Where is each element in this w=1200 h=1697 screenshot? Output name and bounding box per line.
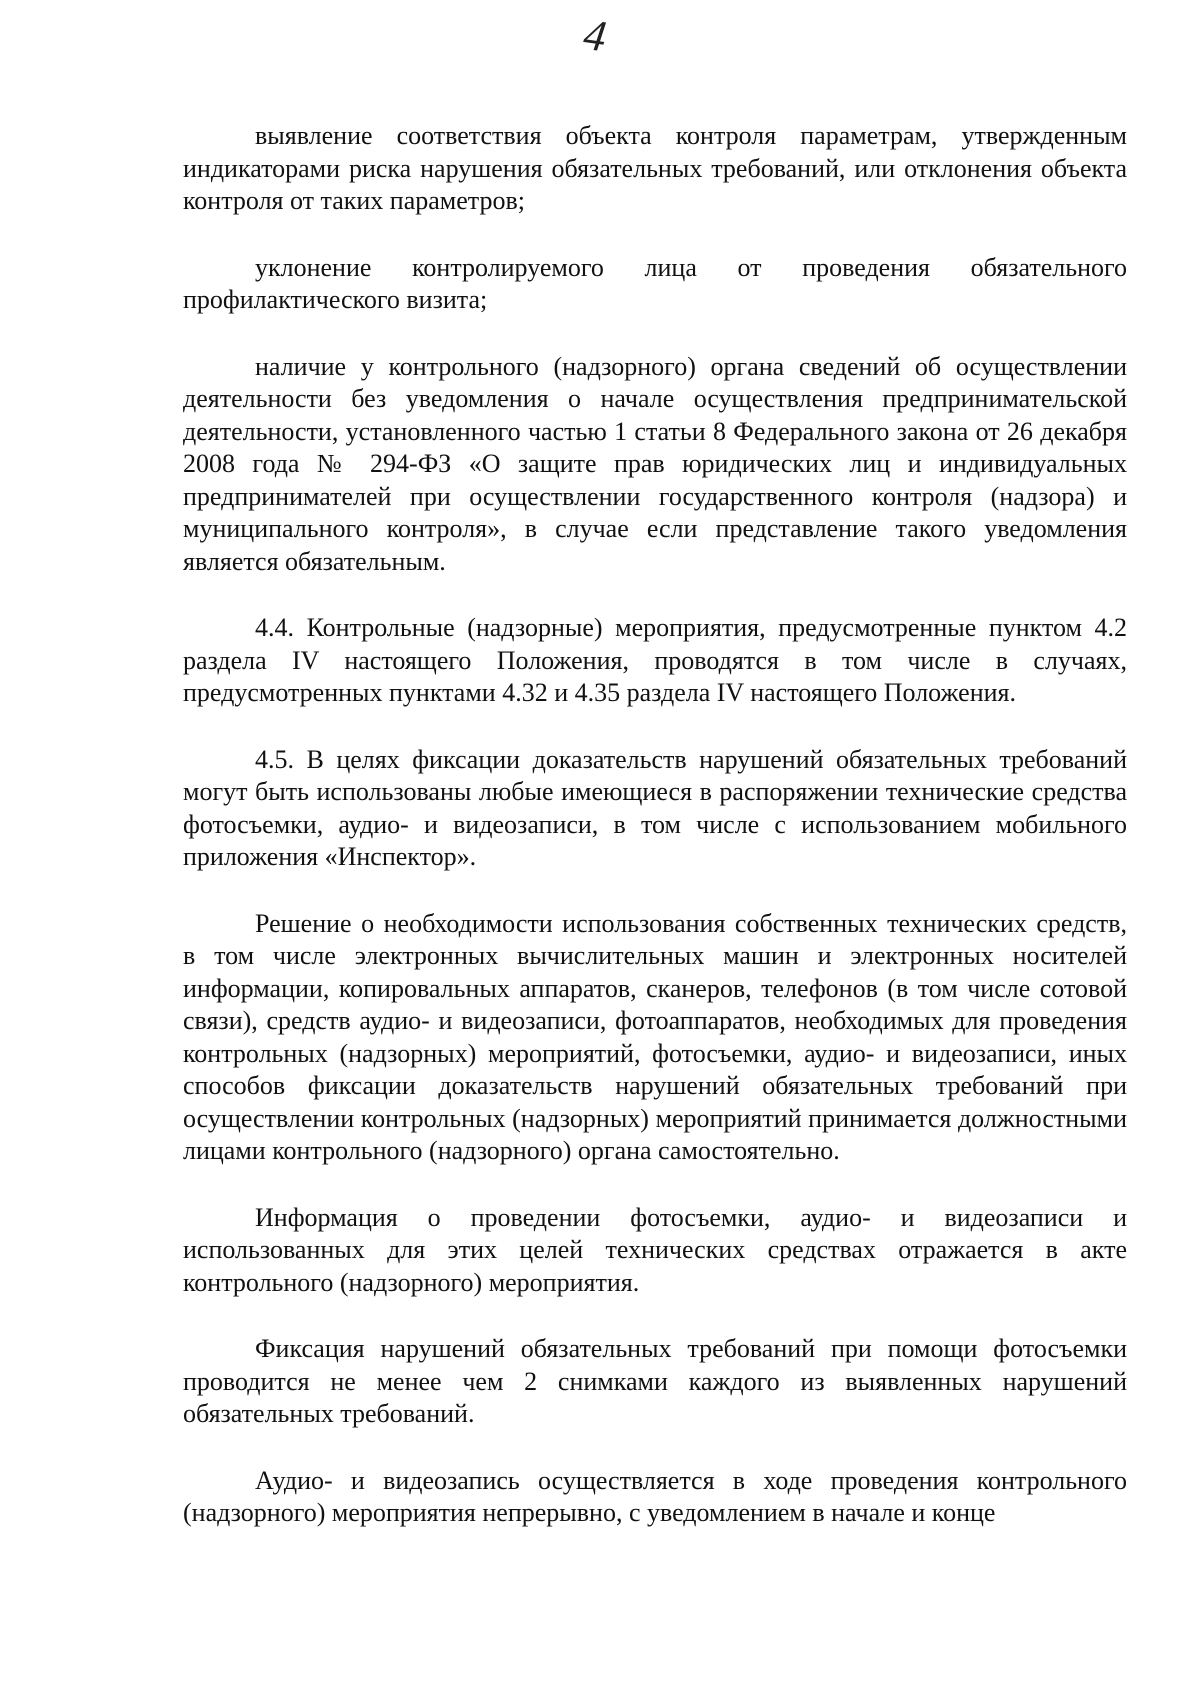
paragraph-risk-indicators: выявление соответствия объекта контроля параметрам, утвержденным индикаторами риска нарушения обязательных требований, или отклонения объекта контроля от таких параметров; (183, 121, 1127, 215)
paragraph-audio-video-recording: Аудио- и видеозапись осуществляется в ходе проведения контрольного (надзорного) мероприятия непрерывно, с уведомлением в начале и конце (183, 1465, 1127, 1527)
document-body (183, 120, 1127, 1530)
page-number: 4 (580, 9, 610, 62)
paragraph-section-4-4: 4.4. Контрольные (надзорные) мероприятия, предусмотренные пунктом 4.2 раздела IV настоящего Положения, проводятся в том числе в случаях, предусмотренных пунктами 4.32 и 4.35 раздела IV настоящего Положения. (183, 613, 1127, 707)
paragraph-evasion-visit: уклонение контролируемого лица от проведения обязательного профилактического визита; (183, 252, 1127, 314)
paragraph-section-4-5: 4.5. В целях фиксации доказательств нарушений обязательных требований могут быть использованы любые имеющиеся в распоряжении технические средства фотосъемки, аудио- и видеозаписи, в том числе с использованием мобильного приложения «Инспектор». (183, 744, 1127, 871)
paragraph-notification-info: наличие у контрольного (надзорного) органа сведений об осуществлении деятельности без уведомления о начале осуществления предпринимательской деятельности, установленного частью 1 статьи 8 Федерального закона от 26 декабря 2008 года № 294-ФЗ «О защите прав юридических лиц и индивидуальных предпринимателей при осуществлении государственного контроля (надзора) и муниципального контроля», в случае если представление такого уведомления является обязательным. (183, 351, 1127, 576)
paragraph-recording-info: Информация о проведении фотосъемки, аудио- и видеозаписи и использованных для этих целей технических средствах отражается в акте контрольного (надзорного) мероприятия. (183, 1202, 1127, 1297)
paragraph-technical-means-decision: Решение о необходимости использования собственных технических средств, в том числе электронных вычислительных машин и электронных носителей информации, копировальных аппаратов, сканеров, телефонов (в том числе сотовой связи), средств аудио- и видеозаписи, фотоаппаратов, необходимых для проведения контрольных (надзорных) мероприятий, фотосъемки, аудио- и видеозаписи, иных способов фиксации доказательств нарушений обязательных требований при осуществлении контрольных (надзорных) мероприятий принимается должностными лицами контрольного (надзорного) органа самостоятельно. (183, 908, 1127, 1165)
paragraph-photo-fixation: Фиксация нарушений обязательных требований при помощи фотосъемки проводится не менее чем 2 снимками каждого из выявленных нарушений обязательных требований. (183, 1334, 1127, 1428)
